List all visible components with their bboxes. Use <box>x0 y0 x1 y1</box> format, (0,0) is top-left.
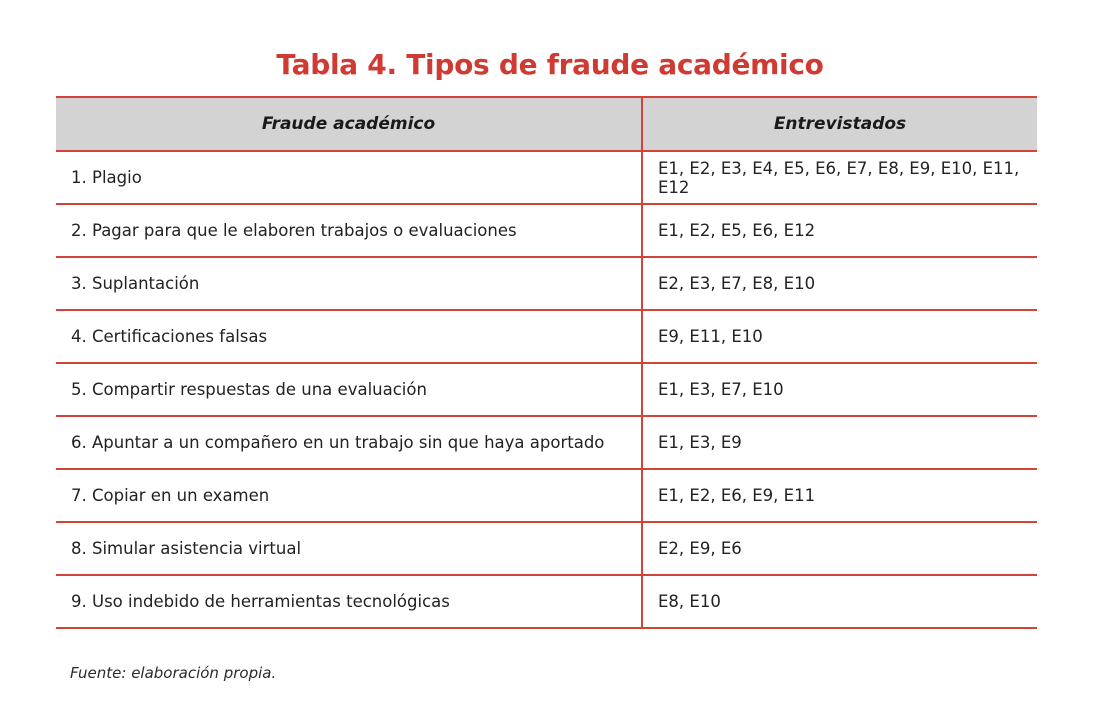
fraud-type-cell: 9. Uso indebido de herramientas tecnológicas <box>56 575 642 628</box>
fraud-type-cell: 4. Certificaciones falsas <box>56 310 642 363</box>
source-note: Fuente: elaboración propia. <box>70 664 277 682</box>
fraud-type-cell: 8. Simular asistencia virtual <box>56 522 642 575</box>
fraud-type-cell: 5. Compartir respuestas de una evaluación <box>56 363 642 416</box>
interviewees-cell: E1, E3, E9 <box>642 416 1037 469</box>
interviewees-cell: E1, E2, E3, E4, E5, E6, E7, E8, E9, E10, E11, E12 <box>642 151 1037 204</box>
table-header-row <box>56 97 1037 151</box>
column-header-fraud-type: Fraude académico <box>56 97 642 151</box>
table-row <box>56 416 1037 469</box>
table-row <box>56 151 1037 204</box>
interviewees-cell: E9, E11, E10 <box>642 310 1037 363</box>
interviewees-cell: E1, E2, E6, E9, E11 <box>642 469 1037 522</box>
fraud-type-cell: 6. Apuntar a un compañero en un trabajo sin que haya aportado <box>56 416 642 469</box>
interviewees-cell: E1, E2, E5, E6, E12 <box>642 204 1037 257</box>
table-row <box>56 522 1037 575</box>
fraud-type-cell: 7. Copiar en un examen <box>56 469 642 522</box>
fraud-type-cell: 1. Plagio <box>56 151 642 204</box>
table-row <box>56 575 1037 628</box>
table-row <box>56 310 1037 363</box>
fraud-type-cell: 2. Pagar para que le elaboren trabajos o evaluaciones <box>56 204 642 257</box>
interviewees-cell: E2, E9, E6 <box>642 522 1037 575</box>
table-row <box>56 257 1037 310</box>
interviewees-cell: E1, E3, E7, E10 <box>642 363 1037 416</box>
table-row <box>56 469 1037 522</box>
table-title: Tabla 4. Tipos de fraude académico <box>276 48 824 81</box>
column-header-interviewees: Entrevistados <box>642 97 1037 151</box>
table-row <box>56 204 1037 257</box>
table-row <box>56 363 1037 416</box>
fraud-types-table <box>56 96 1037 629</box>
interviewees-cell: E2, E3, E7, E8, E10 <box>642 257 1037 310</box>
interviewees-cell: E8, E10 <box>642 575 1037 628</box>
fraud-type-cell: 3. Suplantación <box>56 257 642 310</box>
